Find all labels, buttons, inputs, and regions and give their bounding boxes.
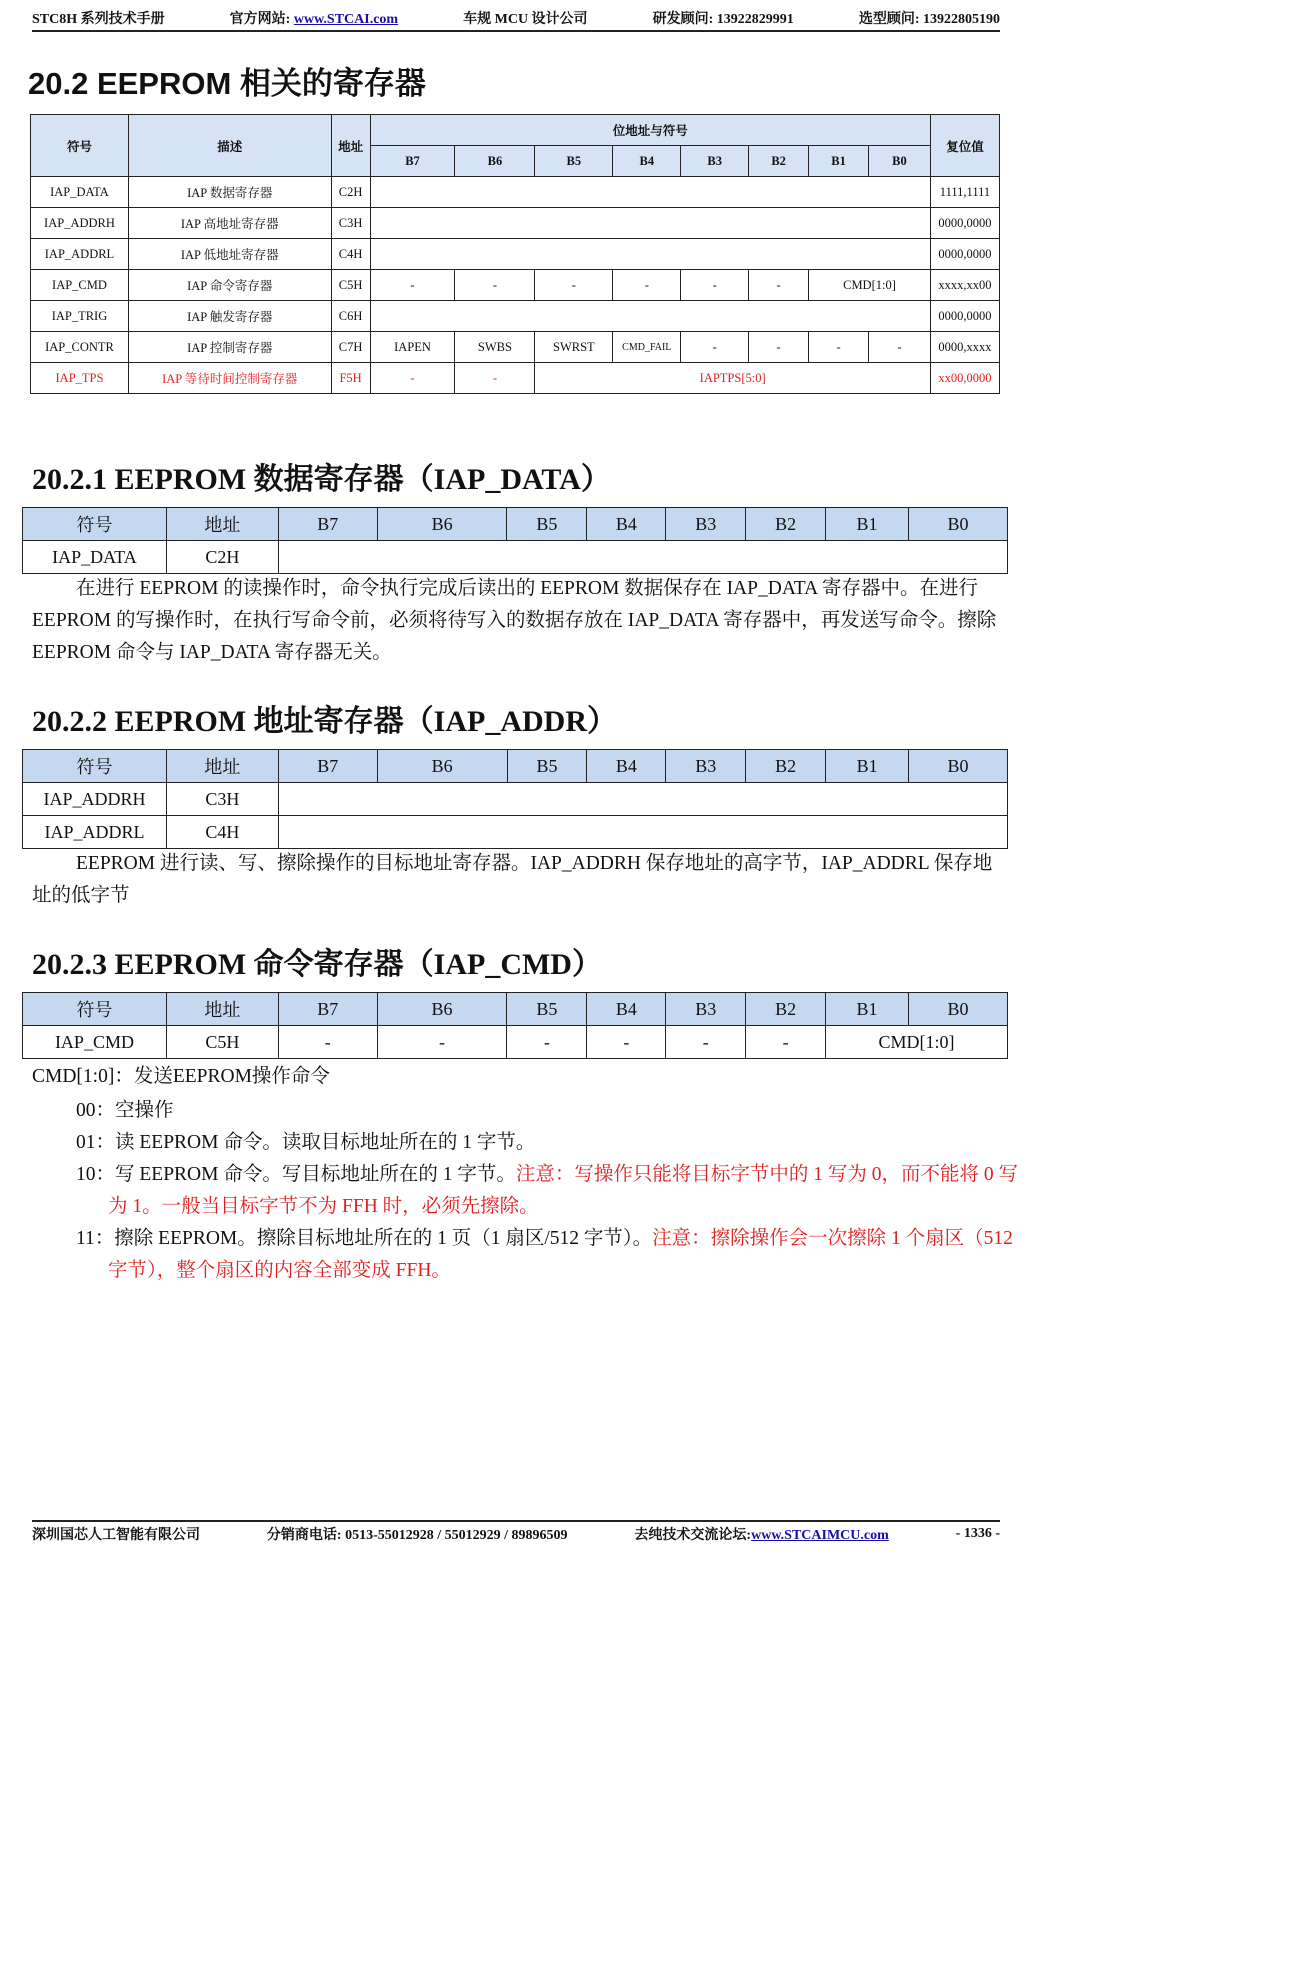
table-row <box>31 301 1000 332</box>
sales-contact: 选型顾问: 13922805190 <box>858 12 1000 27</box>
col-addr: 地址 <box>166 993 278 1026</box>
cell-bit: - <box>746 1026 826 1059</box>
rd-contact: 研发顾问: 13922829991 <box>652 12 794 27</box>
col-b5: B5 <box>507 750 587 783</box>
cell-bit: - <box>455 270 535 301</box>
cmd-item-11-note: 注意：擦除操作会一次擦除 1 个扇区（512 字节），整个扇区的内容全部变成 FFH。 <box>108 1228 1013 1281</box>
cell-reset: 1111,1111 <box>930 177 999 208</box>
table-row <box>23 541 1008 574</box>
cell-desc: IAP 等待时间控制寄存器 <box>128 363 331 394</box>
table-row <box>31 239 1000 270</box>
cmd-item-11: 11：擦除 EEPROM。擦除目标地址所在的 1 页（1 扇区/512 字节）。注意：擦除操作会一次擦除 1 个扇区（512 字节），整个扇区的内容全部变成 FFH。 <box>76 1228 1013 1281</box>
col-b7: B7 <box>278 508 377 541</box>
cell-addr: C2H <box>166 541 278 574</box>
cell-bit: - <box>535 270 613 301</box>
col-b7: B7 <box>278 750 377 783</box>
cell-symbol: IAP_ADDRL <box>23 816 167 849</box>
cell-reset: 0000,0000 <box>930 301 999 332</box>
cell-bit: - <box>809 332 869 363</box>
cell-desc: IAP 低地址寄存器 <box>128 239 331 270</box>
cell-bit: - <box>613 270 681 301</box>
col-symbol: 符号 <box>31 115 129 177</box>
cell-bit: SWBS <box>455 332 535 363</box>
col-b2: B2 <box>746 750 826 783</box>
cell-bit: IAPTPS[5:0] <box>535 363 931 394</box>
cell-addr: C4H <box>166 816 278 849</box>
cell-symbol: IAP_ADDRL <box>31 239 129 270</box>
website-block: 官方网站: www.STCAI.com <box>229 12 399 27</box>
col-b0: B0 <box>869 146 931 177</box>
website-link[interactable]: www.STCAI.com <box>293 12 399 27</box>
iap-addr-table <box>22 749 1008 849</box>
subsection-title-data: 20.2.1 EEPROM 数据寄存器（IAP_DATA） <box>32 463 611 496</box>
footer-forum: 去纯技术交流论坛:www.STCAIMCU.com <box>634 1528 889 1543</box>
col-b0: B0 <box>909 993 1008 1026</box>
cell-bit: - <box>507 1026 587 1059</box>
col-symbol: 符号 <box>23 508 167 541</box>
col-b2: B2 <box>749 146 809 177</box>
cmd-item-10-note: 注意：写操作只能将目标字节中的 1 写为 0，而不能将 0 写为 1。一般当目标字节不为 FFH 时，必须先擦除。 <box>108 1164 1018 1217</box>
col-b6: B6 <box>377 750 507 783</box>
footer-company: 深圳国芯人工智能有限公司 <box>32 1528 200 1543</box>
cmd-item-00: 00：空操作 <box>76 1100 174 1121</box>
col-b3: B3 <box>666 993 746 1026</box>
cell-symbol: IAP_DATA <box>23 541 167 574</box>
cell-bit: CMD[1:0] <box>826 1026 1008 1059</box>
subsection-title-cmd: 20.2.3 EEPROM 命令寄存器（IAP_CMD） <box>32 948 602 981</box>
cell-bit: - <box>370 363 455 394</box>
cell-addr: C4H <box>331 239 370 270</box>
cell-addr: C5H <box>166 1026 278 1059</box>
col-b6: B6 <box>377 508 507 541</box>
cell-bit: - <box>749 332 809 363</box>
table-row <box>31 270 1000 301</box>
section-title: 20.2 EEPROM 相关的寄存器 <box>28 66 426 101</box>
cell-desc: IAP 命令寄存器 <box>128 270 331 301</box>
col-b3: B3 <box>681 146 749 177</box>
cell-bit: CMD[1:0] <box>809 270 931 301</box>
col-reset: 复位值 <box>930 115 999 177</box>
cell-desc: IAP 控制寄存器 <box>128 332 331 363</box>
cell-bits-empty <box>370 177 930 208</box>
col-b6: B6 <box>377 993 507 1026</box>
cell-bit: - <box>455 363 535 394</box>
table-row <box>31 208 1000 239</box>
iap-addr-paragraph: EEPROM 进行读、写、擦除操作的目标地址寄存器。IAP_ADDRH 保存地址的高字节，IAP_ADDRL 保存地址的低字节 <box>32 853 993 906</box>
cell-bit: - <box>681 270 749 301</box>
cell-addr: C2H <box>331 177 370 208</box>
cell-reset: 0000,0000 <box>930 208 999 239</box>
page-header <box>32 6 1000 32</box>
manual-title: STC8H 系列技术手册 <box>32 12 165 27</box>
table-row <box>23 783 1008 816</box>
table-row <box>23 1026 1008 1059</box>
cell-addr: C6H <box>331 301 370 332</box>
col-b1: B1 <box>826 993 909 1026</box>
cell-addr: C7H <box>331 332 370 363</box>
col-b7: B7 <box>370 146 455 177</box>
iap-data-paragraph: 在进行 EEPROM 的读操作时，命令执行完成后读出的 EEPROM 数据保存在 IAP_DATA 寄存器中。在进行 EEPROM 的写操作时，在执行写命令前，必须将待写入的数据存放在 IAP_DATA 寄存器中，再发送写命令。擦除 EEPROM 命令与 IAP_DATA 寄存器无关。 <box>32 578 997 663</box>
col-b2: B2 <box>746 993 826 1026</box>
cell-bit: - <box>278 1026 377 1059</box>
col-addr: 地址 <box>166 750 278 783</box>
footer-phone: 分销商电话: 0513-55012928 / 55012929 / 89896509 <box>266 1528 568 1543</box>
table-row <box>31 177 1000 208</box>
iap-cmd-table <box>22 992 1008 1059</box>
cell-symbol: IAP_TPS <box>31 363 129 394</box>
cell-reset: xx00,0000 <box>930 363 999 394</box>
cell-symbol: IAP_DATA <box>31 177 129 208</box>
cell-bits-empty <box>278 541 1007 574</box>
cell-symbol: IAP_CMD <box>23 1026 167 1059</box>
cell-symbol: IAP_TRIG <box>31 301 129 332</box>
cell-addr: C3H <box>166 783 278 816</box>
table-row <box>31 332 1000 363</box>
cell-symbol: IAP_ADDRH <box>31 208 129 239</box>
col-addr: 地址 <box>331 115 370 177</box>
col-b3: B3 <box>666 750 746 783</box>
cell-reset: 0000,0000 <box>930 239 999 270</box>
company-tagline: 车规 MCU 设计公司 <box>463 12 588 27</box>
cell-addr: F5H <box>331 363 370 394</box>
cell-symbol: IAP_CMD <box>31 270 129 301</box>
forum-link[interactable]: www.STCAIMCU.com <box>751 1528 889 1543</box>
col-b0: B0 <box>909 508 1008 541</box>
col-b1: B1 <box>809 146 869 177</box>
col-b4: B4 <box>613 146 681 177</box>
col-b5: B5 <box>507 993 587 1026</box>
table-row <box>31 363 1000 394</box>
cell-addr: C5H <box>331 270 370 301</box>
cell-reset: 0000,xxxx <box>930 332 999 363</box>
cell-symbol: IAP_ADDRH <box>23 783 167 816</box>
col-b4: B4 <box>587 508 666 541</box>
col-b4: B4 <box>587 993 666 1026</box>
col-b6: B6 <box>455 146 535 177</box>
cell-bit: - <box>681 332 749 363</box>
col-b5: B5 <box>507 508 587 541</box>
col-symbol: 符号 <box>23 750 167 783</box>
cell-bit: IAPEN <box>370 332 455 363</box>
cell-bit: - <box>869 332 931 363</box>
page-footer <box>32 1520 1000 1546</box>
cell-bits-empty <box>278 816 1007 849</box>
col-b2: B2 <box>746 508 826 541</box>
cell-bits-empty <box>370 239 930 270</box>
register-overview-table <box>30 114 1000 394</box>
col-symbol: 符号 <box>23 993 167 1026</box>
col-addr: 地址 <box>166 508 278 541</box>
page-number: - 1336 - <box>955 1526 1000 1541</box>
cell-bit: - <box>370 270 455 301</box>
cell-desc: IAP 高地址寄存器 <box>128 208 331 239</box>
cell-reset: xxxx,xx00 <box>930 270 999 301</box>
cmd-item-01: 01：读 EEPROM 命令。读取目标地址所在的 1 字节。 <box>76 1132 536 1153</box>
cell-bits-empty <box>278 783 1007 816</box>
cell-bit: SWRST <box>535 332 613 363</box>
cmd-item-10: 10：写 EEPROM 命令。写目标地址所在的 1 字节。注意：写操作只能将目标字节中的 1 写为 0，而不能将 0 写为 1。一般当目标字节不为 FFH 时，必须先擦除。 <box>76 1164 1018 1217</box>
col-b1: B1 <box>826 750 909 783</box>
col-b7: B7 <box>278 993 377 1026</box>
cell-bits-empty <box>370 301 930 332</box>
col-b1: B1 <box>826 508 909 541</box>
col-b4: B4 <box>587 750 666 783</box>
iap-data-table <box>22 507 1008 574</box>
subsection-title-addr: 20.2.2 EEPROM 地址寄存器（IAP_ADDR） <box>32 705 617 738</box>
cell-bit: - <box>666 1026 746 1059</box>
col-bits-title: 位地址与符号 <box>370 115 930 146</box>
cmd-field-title: CMD[1:0]：发送EEPROM操作命令 <box>32 1066 330 1087</box>
cell-addr: C3H <box>331 208 370 239</box>
cell-desc: IAP 数据寄存器 <box>128 177 331 208</box>
table-row <box>23 816 1008 849</box>
col-b5: B5 <box>535 146 613 177</box>
col-b0: B0 <box>909 750 1008 783</box>
col-b3: B3 <box>666 508 746 541</box>
cell-bit: CMD_FAIL <box>613 332 681 363</box>
cell-bit: - <box>749 270 809 301</box>
cell-bit: - <box>377 1026 507 1059</box>
cell-symbol: IAP_CONTR <box>31 332 129 363</box>
col-desc: 描述 <box>128 115 331 177</box>
cell-bits-empty <box>370 208 930 239</box>
cell-desc: IAP 触发寄存器 <box>128 301 331 332</box>
cell-bit: - <box>587 1026 666 1059</box>
